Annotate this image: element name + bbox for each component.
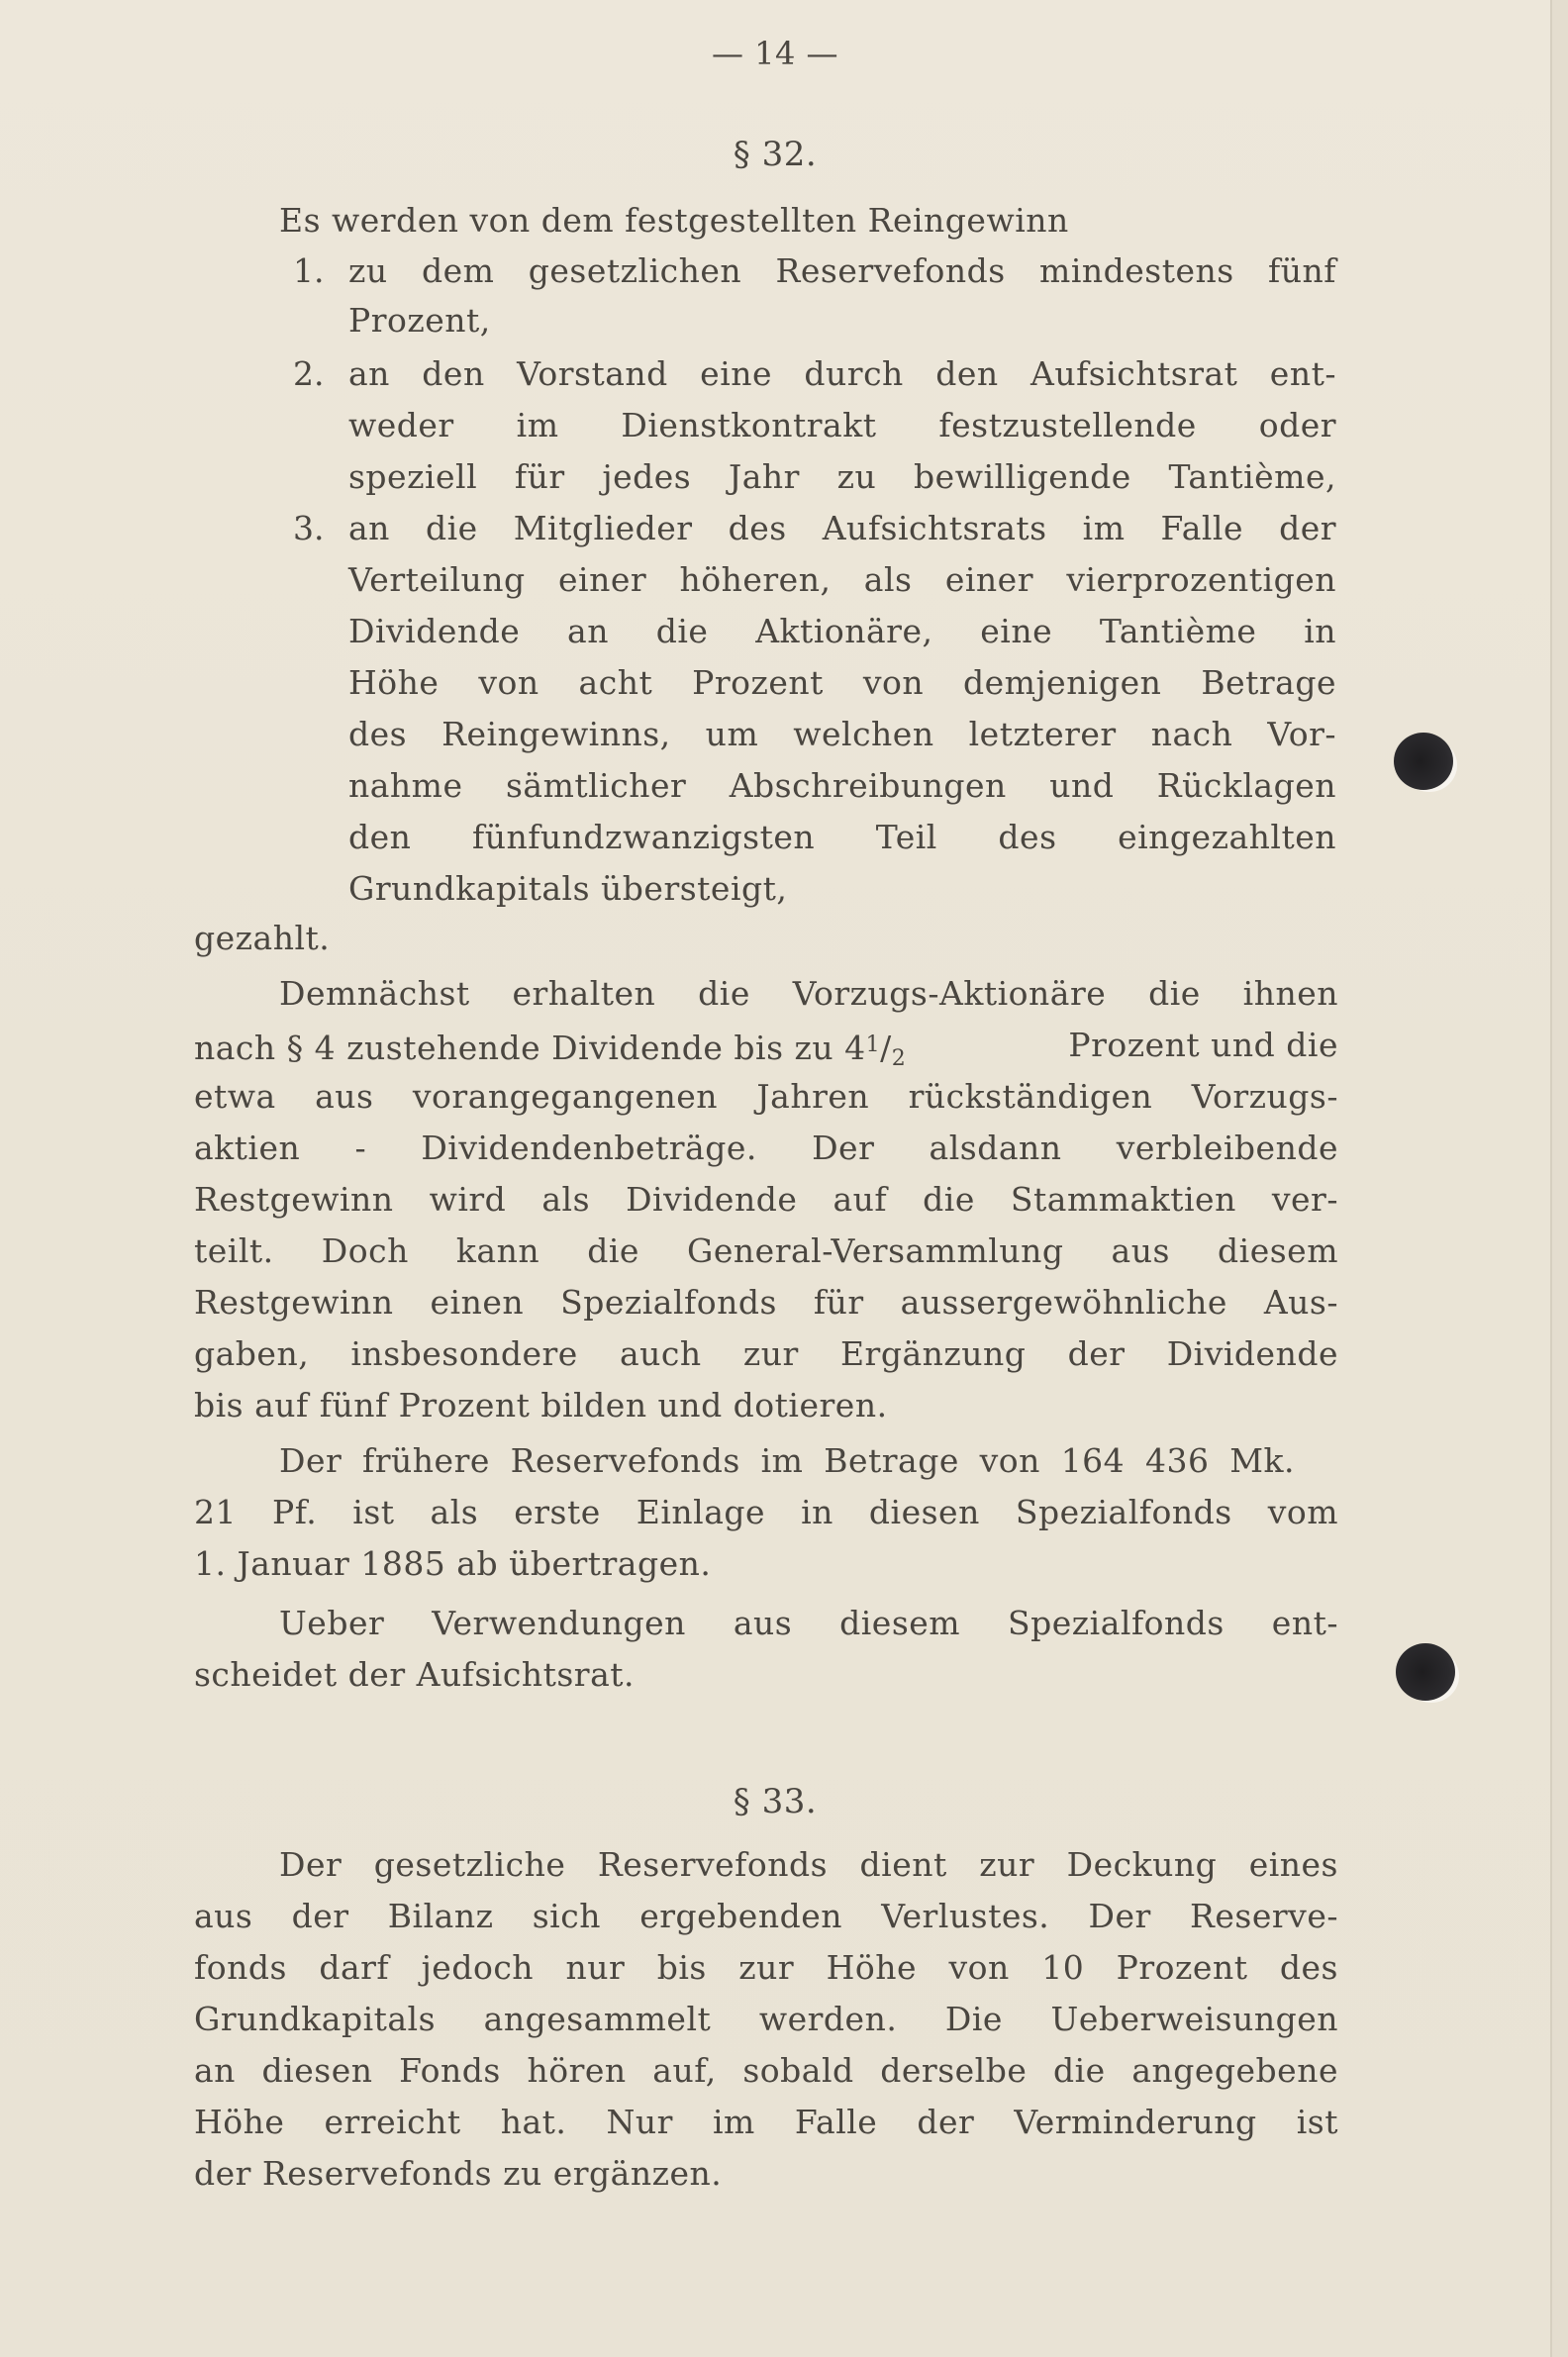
paragraph-text: nach § 4 zustehende Dividende bis zu 4 [194, 1029, 866, 1067]
punch-hole [1396, 1643, 1455, 1701]
paragraph-line-with-fraction [194, 1026, 1338, 1079]
item-1-number: 1. [293, 251, 325, 290]
item-3-line: den fünfundzwanzigsten Teil des eingezahlten [348, 818, 1336, 856]
item-2-line: weder im Dienstkontrakt festzustellende oder [348, 406, 1336, 444]
paragraph-line: gaben, insbesondere auch zur Ergänzung der Dividende [194, 1334, 1338, 1373]
paragraph-line: an diesen Fonds hören auf, sobald derselbe die angegebene [194, 2051, 1338, 2090]
paragraph-line-end: Prozent und die [1068, 1026, 1338, 1064]
item-1-line: Prozent, [348, 301, 491, 340]
paragraph-line: Der frühere Reservefonds im Betrage von 164 436 Mk. [279, 1441, 1295, 1480]
section-32-closing: gezahlt. [194, 919, 331, 957]
paragraph-line: Der gesetzliche Reservefonds dient zur Deckung eines [279, 1845, 1338, 1884]
paragraph-line: Restgewinn einen Spezialfonds für aussergewöhnliche Aus- [194, 1283, 1338, 1322]
item-3-line: Höhe von acht Prozent von demjenigen Betrage [348, 663, 1336, 702]
paragraph-line: Grundkapitals angesammelt werden. Die Ueberweisungen [194, 2000, 1338, 2038]
section-32-intro: Es werden von dem festgestellten Reingewinn [279, 201, 1069, 240]
item-2-line: speziell für jedes Jahr zu bewilligende Tantième, [348, 457, 1336, 496]
item-3-line: Dividende an die Aktionäre, eine Tantième in [348, 612, 1336, 650]
item-3-line: nahme sämtlicher Abschreibungen und Rücklagen [348, 766, 1336, 805]
paragraph-line: Demnächst erhalten die Vorzugs-Aktionäre die ihnen [279, 974, 1338, 1013]
item-3-number: 3. [293, 509, 325, 547]
next-page-strip [1552, 0, 1568, 2357]
item-2-line: an den Vorstand eine durch den Aufsichtsrat ent- [348, 354, 1336, 393]
fraction-numerator: 1 [865, 1032, 881, 1057]
paragraph-line: aus der Bilanz sich ergebenden Verlustes. Der Reserve- [194, 1897, 1338, 1935]
section-heading-33: § 33. [733, 1782, 818, 1821]
paragraph-line: fonds darf jedoch nur bis zur Höhe von 10 Prozent des [194, 1948, 1338, 1987]
paragraph-line: Restgewinn wird als Dividende auf die Stammaktien ver- [194, 1180, 1338, 1219]
paragraph-line: teilt. Doch kann die General-Versammlung aus diesem [194, 1231, 1338, 1270]
item-3-line: Grundkapitals übersteigt, [348, 869, 788, 908]
page-number: — 14 — [711, 35, 839, 72]
item-3-line: Verteilung einer höheren, als einer vierprozentigen [348, 560, 1336, 599]
paragraph-line: Höhe erreicht hat. Nur im Falle der Verminderung ist [194, 2103, 1338, 2141]
paragraph-line: Ueber Verwendungen aus diesem Spezialfonds ent- [279, 1604, 1338, 1642]
item-3-line: des Reingewinns, um welchen letzterer nach Vor- [348, 715, 1336, 753]
item-2-number: 2. [293, 354, 325, 393]
paragraph-line: aktien - Dividendenbeträge. Der alsdann verbleibende [194, 1129, 1338, 1167]
paragraph-line: 21 Pf. ist als erste Einlage in diesen Spezialfonds vom [194, 1493, 1338, 1531]
punch-hole [1394, 733, 1453, 790]
paragraph-line: scheidet der Aufsichtsrat. [194, 1655, 635, 1694]
paragraph-line: 1. Januar 1885 ab übertragen. [194, 1544, 712, 1583]
paragraph-line: etwa aus vorangegangenen Jahren rückständigen Vorzugs- [194, 1077, 1338, 1116]
paragraph-line: der Reservefonds zu ergänzen. [194, 2154, 723, 2193]
paragraph-line-start: nach § 4 zustehende Dividende bis zu $4^1/2$ [194, 1029, 907, 1071]
section-heading-32: § 32. [733, 135, 818, 174]
fraction-denominator: 2 [891, 1046, 907, 1071]
item-1-line: zu dem gesetzlichen Reservefonds mindestens fünf [348, 251, 1336, 290]
item-3-line: an die Mitglieder des Aufsichtsrats im Falle der [348, 509, 1336, 547]
paragraph-line: bis auf fünf Prozent bilden und dotieren. [194, 1386, 888, 1424]
